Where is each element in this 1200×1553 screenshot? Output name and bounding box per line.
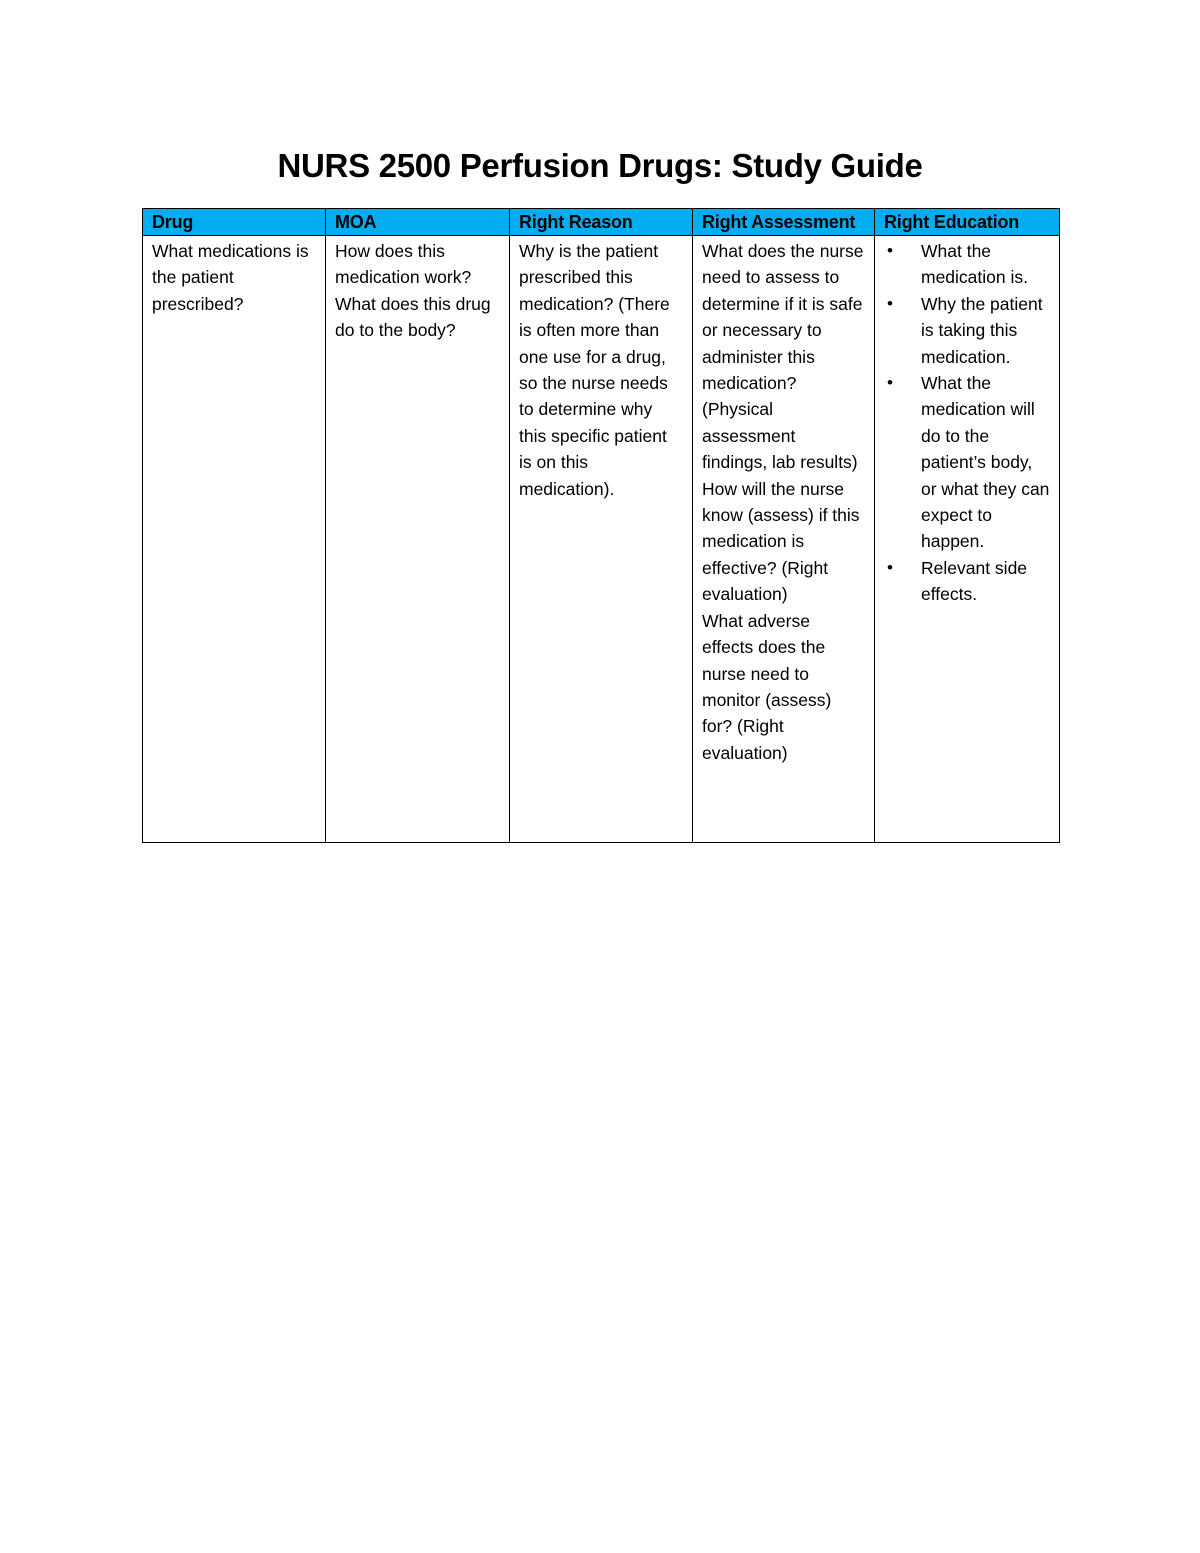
bullet-icon: • [887, 373, 893, 393]
cell-drug [143, 236, 326, 843]
drug-question: What medications is the patient prescribed? [152, 241, 309, 314]
assessment-question-safety: What does the nurse need to assess to determine if it is safe or necessary to administer this medication? (Physical assessment findings, lab results) [702, 241, 864, 473]
cell-right-assessment [693, 236, 875, 843]
cell-right-education [875, 236, 1060, 843]
education-item-text: What the medication will do to the patient’s body, or what they can expect to happen. [921, 373, 1050, 552]
table-header-row [143, 209, 1060, 236]
reason-question: Why is the patient prescribed this medication? (There is often more than one use for a drug, so the nurse needs to determine why this specific patient is on this medication). [519, 241, 670, 499]
header-right-assessment: Right Assessment [693, 209, 875, 236]
header-right-reason: Right Reason [510, 209, 693, 236]
bullet-icon: • [887, 241, 893, 260]
list-item [884, 370, 1050, 555]
assessment-question-effectiveness: How will the nurse know (assess) if this medication is effective? (Right evaluation) [702, 478, 860, 605]
bullet-icon: • [887, 293, 893, 313]
list-item [884, 238, 1050, 291]
moa-question: How does this medication work? What does this drug do to the body? [335, 241, 491, 341]
assessment-question-adverse-effects: What adverse effects does the nurse need to monitor (assess) for? (Right evaluation) [702, 610, 832, 763]
list-item [884, 291, 1050, 370]
education-item-text: Relevant side effects. [921, 557, 1028, 605]
header-drug: Drug [143, 209, 326, 236]
education-item-text: Why the patient is taking this medication. [921, 293, 1043, 367]
header-moa: MOA [326, 209, 510, 236]
education-bullet-list [884, 238, 1050, 608]
study-guide-table [142, 208, 1060, 843]
cell-moa [326, 236, 510, 843]
header-right-education: Right Education [875, 209, 1060, 236]
bullet-icon: • [887, 557, 893, 577]
education-item-text: What the medication is. [921, 241, 1028, 288]
table-row [143, 236, 1060, 843]
list-item [884, 555, 1050, 608]
cell-right-reason [510, 236, 693, 843]
page-title: NURS 2500 Perfusion Drugs: Study Guide [277, 147, 923, 184]
